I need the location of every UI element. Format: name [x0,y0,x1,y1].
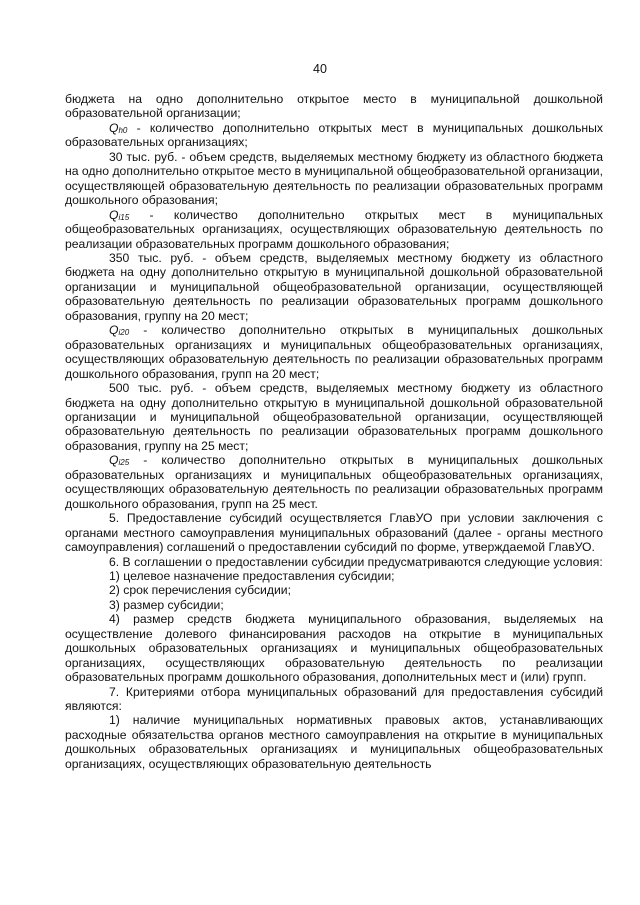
paragraph: 350 тыс. руб. - объем средств, выделяемых местному бюджету из областного бюджета на одну дополнительно открытую в муниципальной дошкольной образовательной организации и муниципальной общеобразовательной организации, осуществляющей образовательную деятельность по реализации образовательных программ дошкольного образования, группу на 20 мест; [65,250,603,323]
list-item: 4) размер средств бюджета муниципального образования, выделяемых на осуществление долевого финансирования расходов на открытие в муниципальных дошкольных образовательных организациях и муниципальных общеобразовательных организациях, осуществляющих образовательную деятельность по реализации образовательных программ дошкольного образования, дополнительных мест и (или) групп. [65,612,603,685]
formula-variable: $Q_{i15}$ [109,207,130,222]
paragraph: 500 тыс. руб. - объем средств, выделяемых местному бюджету из областного бюджета на одну дополнительно открытую в муниципальной дошкольной образовательной организации и муниципальной общеобразовательной организации, осуществляющей образовательную деятельность по реализации образовательных программ дошкольного образования, группу на 25 мест; [65,381,603,453]
paragraph: бюджета на одно дополнительно открытое место в муниципальной дошкольной образовательной организации; [65,92,603,121]
formula-variable: $Q_{h0}$ [109,120,128,135]
paragraph: $Q_{i20}$ - количество дополнительно открытых в муниципальных дошкольных образовательных организациях и муниципальных общеобразовательных организациях, осуществляющих образовательную деятельность по реализации образовательных программ дошкольного образования, групп на 20 мест; [65,323,603,381]
paragraph: $Q_{h0}$ - количество дополнительно открытых мест в муниципальных дошкольных образовательных организациях; [65,120,603,150]
list-item: 3) размер субсидии; [109,597,224,612]
list-item: 1) наличие муниципальных нормативных правовых актов, устанавливающих расходные обязательства органов местного самоуправления на открытие в муниципальных дошкольных образовательных организациях и муниципальных общеобразовательных организациях, осуществляющих образовательную деятельность [65,713,603,771]
paragraph: 30 тыс. руб. - объем средств, выделяемых местному бюджету из областного бюджета на одно дополнительно открытое место в муниципальной общеобразовательной организации, осуществляющей образовательную деятельность по реализации образовательных программ дошкольного образования; [65,149,603,208]
list-item: 2) срок перечисления субсидии; [109,583,291,598]
formula-variable: $Q_{i25}$ [109,453,130,468]
paragraph: $Q_{i25}$ - количество дополнительно открытых в муниципальных дошкольных образовательных организациях и муниципальных общеобразовательных организациях, осуществляющих образовательную деятельность по реализации образовательных программ дошкольного образования, групп на 25 мест. [65,453,603,511]
paragraph: $Q_{i15}$ - количество дополнительно открытых мест в муниципальных общеобразовательных организациях, осуществляющих образовательную деятельность по реализации образовательных программ дошкольного образования; [65,207,603,251]
paragraph: 6. В соглашении о предоставлении субсидии предусматриваются следующие условия: [109,554,603,569]
paragraph: 7. Критериями отбора муниципальных образований для предоставления субсидий являются: [65,684,603,714]
formula-variable: $Q_{i20}$ [109,323,130,338]
paragraph: 5. Предоставление субсидий осуществляется ГлавУО при условии заключения с органами местного самоуправления муниципальных образований (далее - органы местного самоуправления) соглашений о предоставлении субсидий по форме, утверждаемой ГлавУО. [65,511,603,555]
page-number: 40 [313,62,327,76]
list-item: 1) целевое назначение предоставления субсидии; [109,568,395,583]
document-body [65,92,603,771]
